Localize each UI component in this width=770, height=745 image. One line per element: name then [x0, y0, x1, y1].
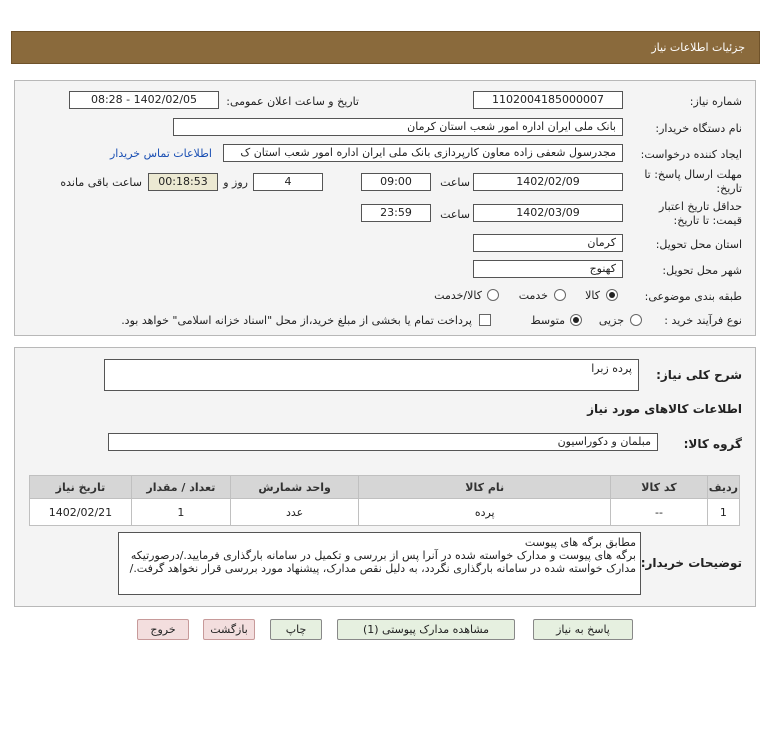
- col-code: کد کالا: [611, 476, 708, 499]
- deadline-date-field: 1402/02/09: [473, 173, 623, 191]
- treasury-payment-note: پرداخت تمام یا بخشی از مبلغ خرید،از محل "اسناد خزانه اسلامی" خواهد بود.: [121, 314, 472, 327]
- need-number-label: شماره نیاز:: [689, 95, 742, 108]
- validity-time-field: 23:59: [361, 204, 431, 222]
- buyer-name-field: بانک ملی ایران اداره امور شعب استان کرمان: [173, 118, 623, 136]
- col-name: نام کالا: [359, 476, 611, 499]
- buyer-name-label: نام دستگاه خریدار:: [655, 122, 742, 135]
- category-label: طبقه بندی موضوعی:: [644, 290, 742, 303]
- cell-name: پرده: [359, 499, 611, 526]
- back-button[interactable]: بازگشت: [203, 619, 255, 640]
- category-goods-service-radio[interactable]: [487, 289, 499, 301]
- summary-field: پرده زبرا: [104, 359, 639, 391]
- process-medium-label: متوسط: [530, 314, 565, 327]
- validity-date-field: 1402/03/09: [473, 204, 623, 222]
- category-service-radio[interactable]: [554, 289, 566, 301]
- deadline-label: مهلت ارسال پاسخ: تا: [644, 168, 742, 181]
- goods-group-field: مبلمان و دکوراسیون: [108, 433, 658, 451]
- buyer-notes-field: مطابق برگه های پیوست برگه های پیوست و مدارک خواسته شده در آنرا پس از بررسی و تکمیل در سامانه بارگذاری فرمایید./درصورتیکه مدارک خواسته شده در سامانه بارگذاری نگردد، به دلیل نقص مدارک، پیشنهاد مورد بررسی قرار نخواهد گرفت./: [118, 532, 641, 595]
- deadline-label-2: تاریخ:: [716, 182, 742, 195]
- view-attachments-button[interactable]: مشاهده مدارک پیوستی (1): [337, 619, 515, 640]
- page-title: جزئیات اطلاعات نیاز: [651, 41, 745, 54]
- city-field: کهنوج: [473, 260, 623, 278]
- process-medium-radio[interactable]: [570, 314, 582, 326]
- category-service-label: خدمت: [518, 289, 548, 302]
- category-goods-radio[interactable]: [606, 289, 618, 301]
- days-label: روز و: [223, 176, 248, 189]
- deadline-time-label: ساعت: [440, 176, 470, 189]
- contact-buyer-link[interactable]: اطلاعات تماس خریدار: [110, 147, 212, 160]
- process-label: نوع فرآیند خرید :: [664, 314, 742, 327]
- col-quantity: تعداد / مقدار: [131, 476, 230, 499]
- validity-time-label: ساعت: [440, 208, 470, 221]
- announce-label: تاریخ و ساعت اعلان عمومی:: [226, 95, 359, 108]
- reply-button[interactable]: پاسخ به نیاز: [533, 619, 633, 640]
- remaining-label: ساعت باقی مانده: [60, 176, 142, 189]
- buyer-notes-label: توضیحات خریدار:: [640, 556, 742, 570]
- treasury-payment-checkbox[interactable]: [479, 314, 491, 326]
- cell-row: 1: [707, 499, 739, 526]
- goods-table: [29, 475, 740, 526]
- goods-info-title: اطلاعات کالاهای مورد نیاز: [587, 402, 742, 416]
- table-row: [30, 499, 740, 526]
- cell-quantity: 1: [131, 499, 230, 526]
- cell-unit: عدد: [230, 499, 358, 526]
- cell-code: --: [611, 499, 708, 526]
- col-row: ردیف: [707, 476, 739, 499]
- announce-field: 1402/02/05 - 08:28: [69, 91, 219, 109]
- exit-button[interactable]: خروج: [137, 619, 189, 640]
- category-goods-label: کالا: [585, 289, 600, 302]
- province-field: کرمان: [473, 234, 623, 252]
- province-label: استان محل تحویل:: [655, 238, 742, 251]
- remaining-time-field: 00:18:53: [148, 173, 218, 191]
- category-goods-service-label: کالا/خدمت: [434, 289, 482, 302]
- goods-table-header: [30, 476, 740, 499]
- validity-label-2: قیمت: تا تاریخ:: [673, 214, 742, 227]
- process-minor-label: جزیی: [598, 314, 624, 327]
- deadline-time-field: 09:00: [361, 173, 431, 191]
- col-unit: واحد شمارش: [230, 476, 358, 499]
- summary-label: شرح کلی نیاز:: [656, 368, 742, 382]
- creator-field: مجدرسول شعفی زاده معاون کارپردازی بانک ملی ایران اداره امور شعب استان ک: [223, 144, 623, 162]
- city-label: شهر محل تحویل:: [662, 264, 742, 277]
- col-date: تاریخ نیاز: [30, 476, 132, 499]
- print-button[interactable]: چاپ: [270, 619, 322, 640]
- need-number-field: 1102004185000007: [473, 91, 623, 109]
- process-minor-radio[interactable]: [630, 314, 642, 326]
- cell-date: 1402/02/21: [30, 499, 132, 526]
- page-header: [11, 31, 760, 64]
- validity-label: حداقل تاریخ اعتبار: [658, 200, 742, 213]
- goods-group-label: گروه کالا:: [683, 437, 742, 451]
- days-field: 4: [253, 173, 323, 191]
- creator-label: ایجاد کننده درخواست:: [640, 148, 742, 161]
